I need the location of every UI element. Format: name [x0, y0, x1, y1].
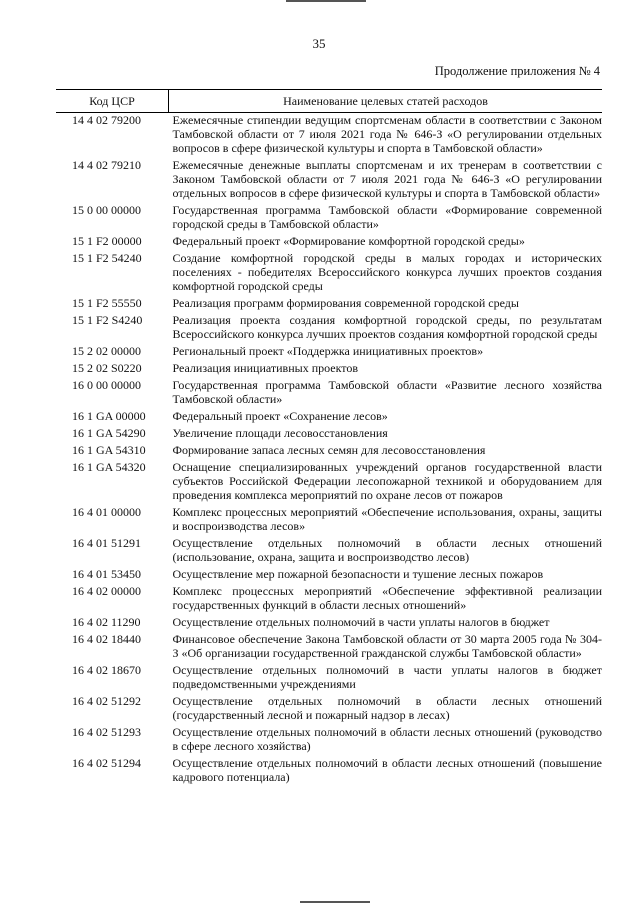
table-row	[56, 725, 602, 756]
table-row	[56, 234, 602, 251]
header-code: Код ЦСР	[56, 90, 169, 113]
table-row	[56, 443, 602, 460]
table-row	[56, 694, 602, 725]
table-row	[56, 536, 602, 567]
row-name: Осуществление мер пожарной безопасности и тушение лесных пожаров	[172, 567, 544, 581]
row-name: Увеличение площади лесовосстановления	[172, 426, 388, 440]
row-code: 16 4 02 11290	[72, 615, 141, 629]
row-code: 16 4 02 51292	[72, 694, 141, 708]
scan-mark-top	[286, 0, 366, 2]
row-name: Региональный проект «Поддержка инициативных проектов»	[172, 344, 484, 358]
row-code: 15 0 00 00000	[72, 203, 141, 217]
row-code: 16 4 02 18440	[72, 632, 141, 646]
row-code: 16 0 00 00000	[72, 378, 141, 392]
row-name: Осуществление отдельных полномочий в части уплаты налогов в бюджет подведомственными учреждениями	[172, 663, 602, 691]
page-number: 35	[312, 36, 326, 51]
row-name: Осуществление отдельных полномочий в области лесных отношений (руководство в сфере лесного хозяйства)	[172, 725, 602, 753]
row-name: Ежемесячные стипендии ведущим спортсменам области в соответствии с Законом Тамбовской области от 7 июля 2021 года № 646-З «О регулировании отдельных вопросов в сфере физической культуры и спорта в Тамбовской области»	[172, 113, 602, 155]
row-code: 16 1 GA 54320	[72, 460, 146, 474]
table-row	[56, 756, 602, 787]
table-row	[56, 663, 602, 694]
table-row	[56, 313, 602, 344]
row-code: 16 4 01 51291	[72, 536, 141, 550]
row-code: 15 1 F2 00000	[72, 234, 142, 248]
header-name: Наименование целевых статей расходов	[169, 90, 603, 113]
table-row	[56, 409, 602, 426]
row-name: Создание комфортной городской среды в малых городах и исторических поселениях - победителях Всероссийского конкурса лучших проектов создания комфортной городской среды	[172, 251, 602, 293]
row-code: 14 4 02 79210	[72, 158, 141, 172]
row-name: Реализация проекта создания комфортной городской среды, по результатам Всероссийского конкурса лучших проектов создания комфортной городской среды	[172, 313, 602, 341]
row-code: 15 2 02 S0220	[72, 361, 142, 375]
appendix-continuation-note: Продолжение приложения № 4	[434, 64, 600, 78]
row-name: Ежемесячные денежные выплаты спортсменам и их тренерам в соответствии с Законом Тамбовской области от 7 июля 2021 года № 646-З «О регулировании отдельных вопросов в сфере физической культуры и спорта в Тамбовской области»	[172, 158, 602, 200]
row-code: 15 1 F2 54240	[72, 251, 142, 265]
row-code: 16 4 02 00000	[72, 584, 141, 598]
table-row	[56, 113, 602, 159]
row-name: Государственная программа Тамбовской области «Формирование современной городской среды в Тамбовской области»	[172, 203, 602, 231]
table-row	[56, 203, 602, 234]
table-row	[56, 361, 602, 378]
row-name: Осуществление отдельных полномочий в области лесных отношений (государственный лесной и пожарный надзор в лесах)	[172, 694, 602, 722]
table-row	[56, 251, 602, 296]
row-name: Формирование запаса лесных семян для лесовосстановления	[172, 443, 486, 457]
scan-mark-bottom	[300, 901, 370, 903]
table-row	[56, 158, 602, 203]
expense-items-table	[56, 89, 602, 787]
row-code: 16 1 GA 54290	[72, 426, 146, 440]
row-name: Оснащение специализированных учреждений органов государственной власти субъектов Российской Федерации лесопожарной техникой и оборудованием для проведения комплекса мероприятий по охране лесов от пожаров	[172, 460, 602, 502]
row-name: Финансовое обеспечение Закона Тамбовской области от 30 марта 2005 года № 304-З «Об организации государственной гражданской службы Тамбовской области»	[172, 632, 602, 660]
row-name: Государственная программа Тамбовской области «Развитие лесного хозяйства Тамбовской области»	[172, 378, 602, 406]
table-row	[56, 584, 602, 615]
row-code: 15 2 02 00000	[72, 344, 141, 358]
table-row	[56, 615, 602, 632]
row-name: Осуществление отдельных полномочий в части уплаты налогов в бюджет	[172, 615, 550, 629]
row-code: 16 1 GA 54310	[72, 443, 146, 457]
row-code: 16 4 02 51293	[72, 725, 141, 739]
row-name: Комплекс процессных мероприятий «Обеспечение эффективной реализации государственных функций в области лесных отношений»	[172, 584, 602, 612]
table-row	[56, 344, 602, 361]
table-row	[56, 378, 602, 409]
row-code: 15 1 F2 55550	[72, 296, 142, 310]
table-header-row	[56, 90, 602, 113]
table-row	[56, 426, 602, 443]
row-name: Федеральный проект «Формирование комфортной городской среды»	[172, 234, 525, 248]
table-row	[56, 460, 602, 505]
row-name: Федеральный проект «Сохранение лесов»	[172, 409, 388, 423]
table-body	[56, 113, 602, 788]
row-code: 16 4 02 18670	[72, 663, 141, 677]
row-code: 16 4 02 51294	[72, 756, 141, 770]
row-code: 15 1 F2 S4240	[72, 313, 143, 327]
row-code: 16 4 01 53450	[72, 567, 141, 581]
row-code: 16 4 01 00000	[72, 505, 141, 519]
row-name: Реализация программ формирования современной городской среды	[172, 296, 519, 310]
row-name: Осуществление отдельных полномочий в области лесных отношений (повышение кадрового потенциала)	[172, 756, 602, 784]
row-name: Реализация инициативных проектов	[172, 361, 359, 375]
table-row	[56, 505, 602, 536]
table-row	[56, 296, 602, 313]
row-code: 14 4 02 79200	[72, 113, 141, 127]
row-name: Осуществление отдельных полномочий в области лесных отношений (использование, охрана, защита и воспроизводство лесов)	[172, 536, 602, 564]
row-name: Комплекс процессных мероприятий «Обеспечение использования, охраны, защиты и воспроизводства лесов»	[172, 505, 602, 533]
table-row	[56, 567, 602, 584]
row-code: 16 1 GA 00000	[72, 409, 146, 423]
table-row	[56, 632, 602, 663]
